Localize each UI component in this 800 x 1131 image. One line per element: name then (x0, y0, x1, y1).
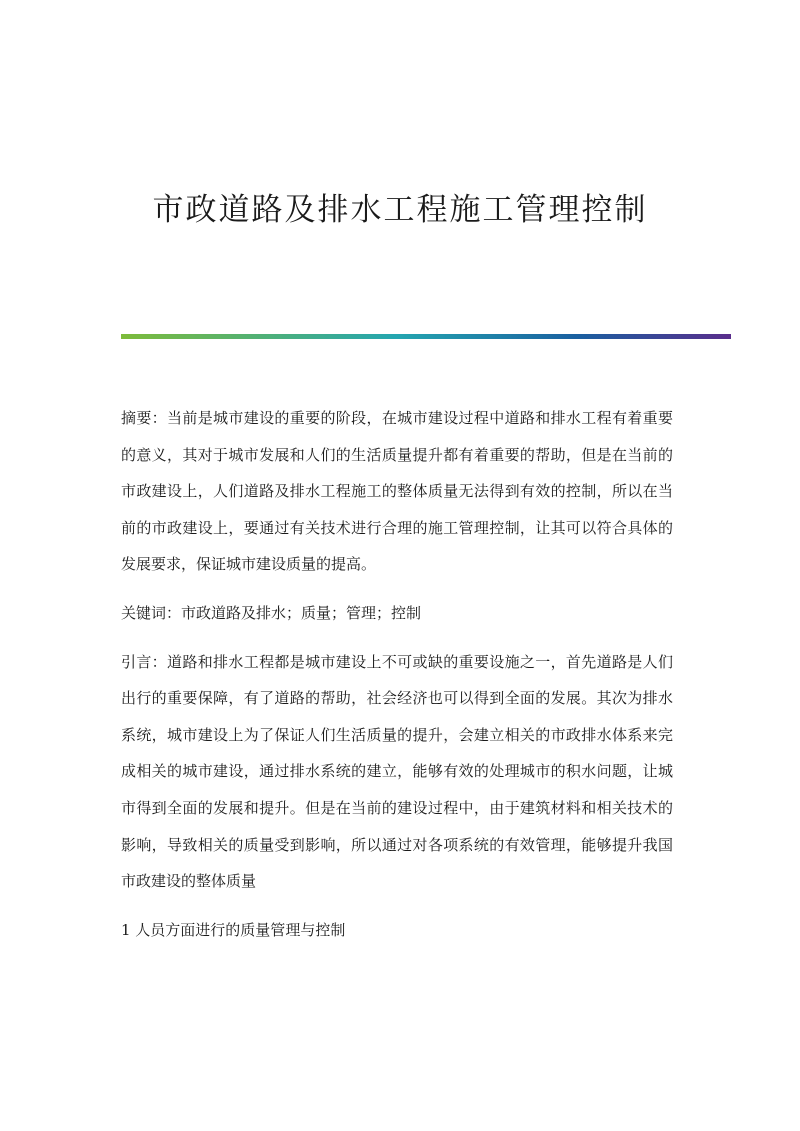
keywords-paragraph: 关键词：市政道路及排水；质量；管理；控制 (121, 603, 422, 622)
abstract-paragraph: 摘要：当前是城市建设的重要的阶段，在城市建设过程中道路和排水工程有着重要的意义，其对于城市发展和人们的生活质量提升都有着重要的帮助，但是在当前的市政建设上，人们道路及排水工程施工的整体质量无法得到有效的控制，所以在当前的市政建设上，要通过有关技术进行合理的施工管理控制，让其可以符合具体的发展要求，保证城市建设质量的提高。 (121, 409, 673, 574)
document-title: 市政道路及排水工程施工管理控制 (152, 192, 648, 228)
section-heading: 1 人员方面进行的质量管理与控制 (121, 920, 346, 939)
document-body (121, 400, 673, 960)
introduction-paragraph: 引言：道路和排水工程都是城市建设上不可或缺的重要设施之一，首先道路是人们出行的重要保障，有了道路的帮助，社会经济也可以得到全面的发展。其次为排水系统，城市建设上为了保证人们生活质量的提升，会建立相关的市政排水体系来完成相关的城市建设，通过排水系统的建立，能够有效的处理城市的积水问题，让城市得到全面的发展和提升。但是在当前的建设过程中，由于建筑材料和相关技术的影响，导致相关的质量受到影响，所以通过对各项系统的有效管理，能够提升我国市政建设的整体质量 (121, 652, 673, 891)
title-divider (121, 334, 731, 339)
